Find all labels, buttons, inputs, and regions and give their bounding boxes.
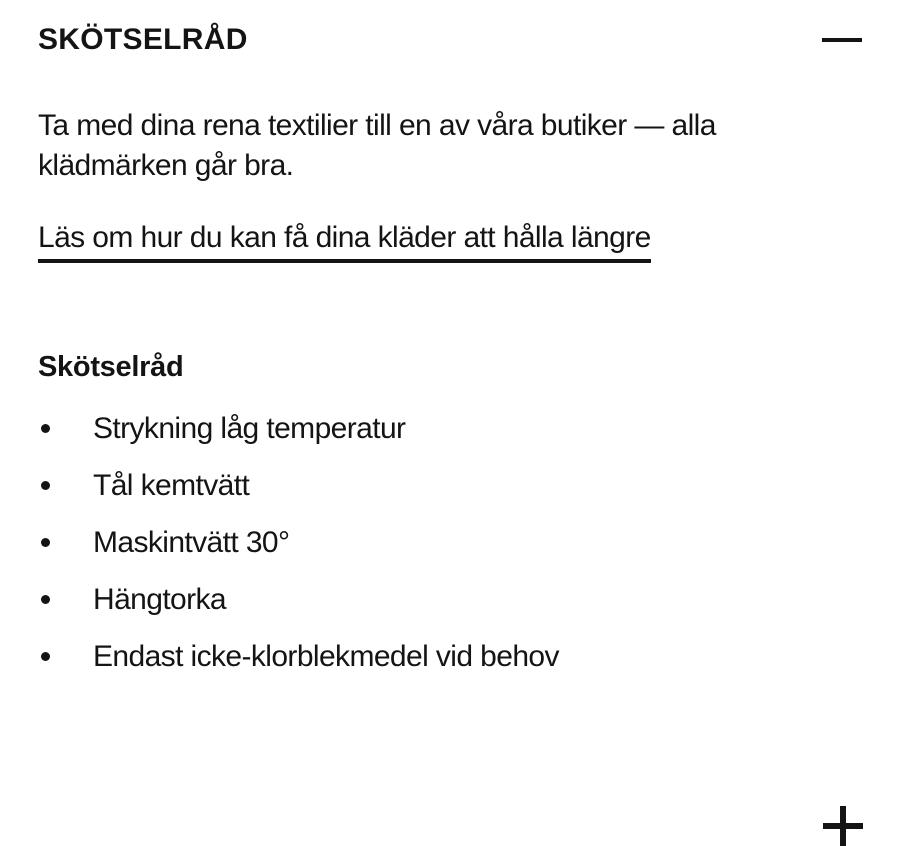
list-item-label: Endast icke-klorblekmedel vid behov bbox=[93, 640, 559, 673]
care-guide-link[interactable]: Läs om hur du kan få dina kläder att hålla längre bbox=[38, 220, 651, 263]
minus-icon[interactable] bbox=[822, 38, 862, 42]
care-list bbox=[38, 411, 862, 675]
section-title: SKÖTSELRÅD bbox=[38, 23, 248, 56]
bullet-dot-icon bbox=[41, 652, 50, 661]
bullet-dot-icon bbox=[41, 595, 50, 604]
accordion-header[interactable] bbox=[38, 22, 862, 58]
list-item bbox=[38, 525, 862, 561]
list-item-label: Tål kemtvätt bbox=[93, 469, 250, 502]
list-item bbox=[38, 639, 862, 675]
intro-paragraph: Ta med dina rena textilier till en av våra butiker — alla klädmärken går bra. bbox=[38, 109, 716, 182]
list-item bbox=[38, 468, 862, 504]
care-link-row bbox=[38, 220, 862, 263]
accordion-body bbox=[38, 106, 862, 675]
list-item-label: Maskintvätt 30° bbox=[93, 526, 290, 559]
list-item bbox=[38, 411, 862, 447]
bullet-dot-icon bbox=[41, 538, 50, 547]
list-item-label: Hängtorka bbox=[93, 583, 227, 616]
bullet-dot-icon bbox=[41, 424, 50, 433]
care-list-title: Skötselråd bbox=[38, 351, 184, 383]
bullet-dot-icon bbox=[41, 481, 50, 490]
list-item-label: Strykning låg temperatur bbox=[93, 412, 406, 445]
list-item bbox=[38, 582, 862, 618]
plus-icon[interactable] bbox=[823, 806, 863, 846]
